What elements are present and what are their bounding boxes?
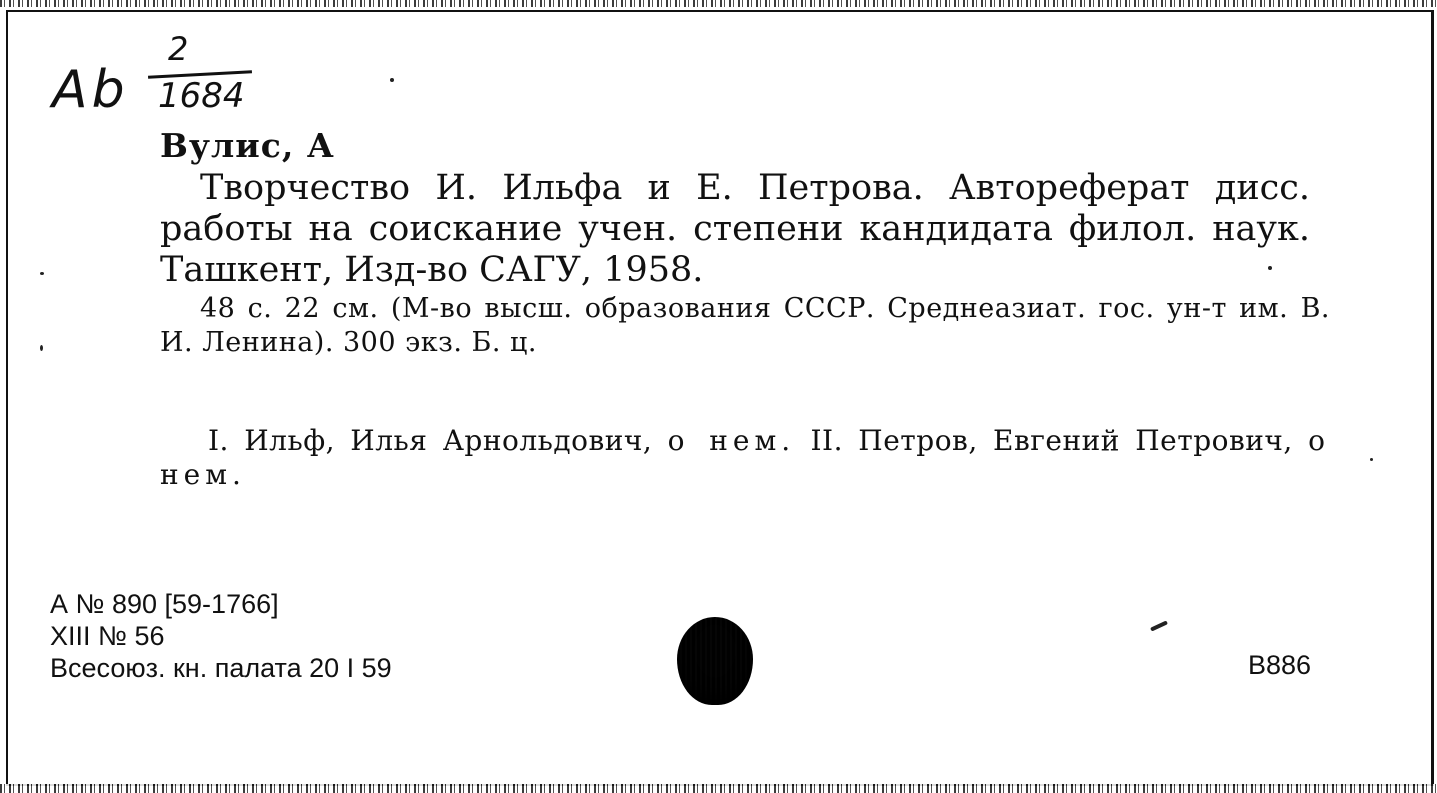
shelf-mark-denominator: 1684 — [158, 76, 245, 116]
scan-speck — [1370, 458, 1373, 461]
shelf-mark-numerator: 2 — [168, 30, 189, 68]
card-punch-hole — [677, 617, 753, 705]
registry-line-1: А № 890 [59-1766] — [50, 589, 279, 619]
subject-2-qualifier: о нем. — [160, 424, 1330, 491]
title-statement: Творчество И. Ильфа и Е. Петрова. Автореферат дисс. работы на соискание учен. степени кандидата филол. наук. Ташкент, Изд-во САГУ, 1958. — [160, 168, 1310, 290]
registry-info — [50, 588, 392, 684]
card-code: В886 — [1248, 650, 1312, 680]
subject-1-qualifier: о нем. — [667, 424, 796, 457]
scan-speck — [390, 78, 394, 82]
registry-line-2: XIII № 56 — [50, 621, 165, 651]
scan-edge-top — [0, 0, 1437, 7]
shelf-mark-prefix: Ab — [52, 60, 129, 120]
subject-1-name: I. Ильф, Илья Арнольдович, — [208, 424, 653, 457]
subject-headings — [160, 424, 1330, 492]
registry-line-3: Всесоюз. кн. палата 20 I 59 — [50, 653, 392, 683]
scan-speck — [40, 345, 43, 351]
scan-speck — [1268, 266, 1272, 270]
subject-2-name: II. Петров, Евгений Петрович, — [810, 424, 1293, 457]
scan-speck — [40, 272, 44, 275]
author-heading: Вулис, А — [160, 126, 335, 165]
scan-edge-bottom — [0, 784, 1437, 793]
physical-description: 48 с. 22 см. (М-во высш. образования СССР. Среднеазиат. гос. ун-т им. В. И. Ленина). 300 экз. Б. ц. — [160, 293, 1330, 358]
